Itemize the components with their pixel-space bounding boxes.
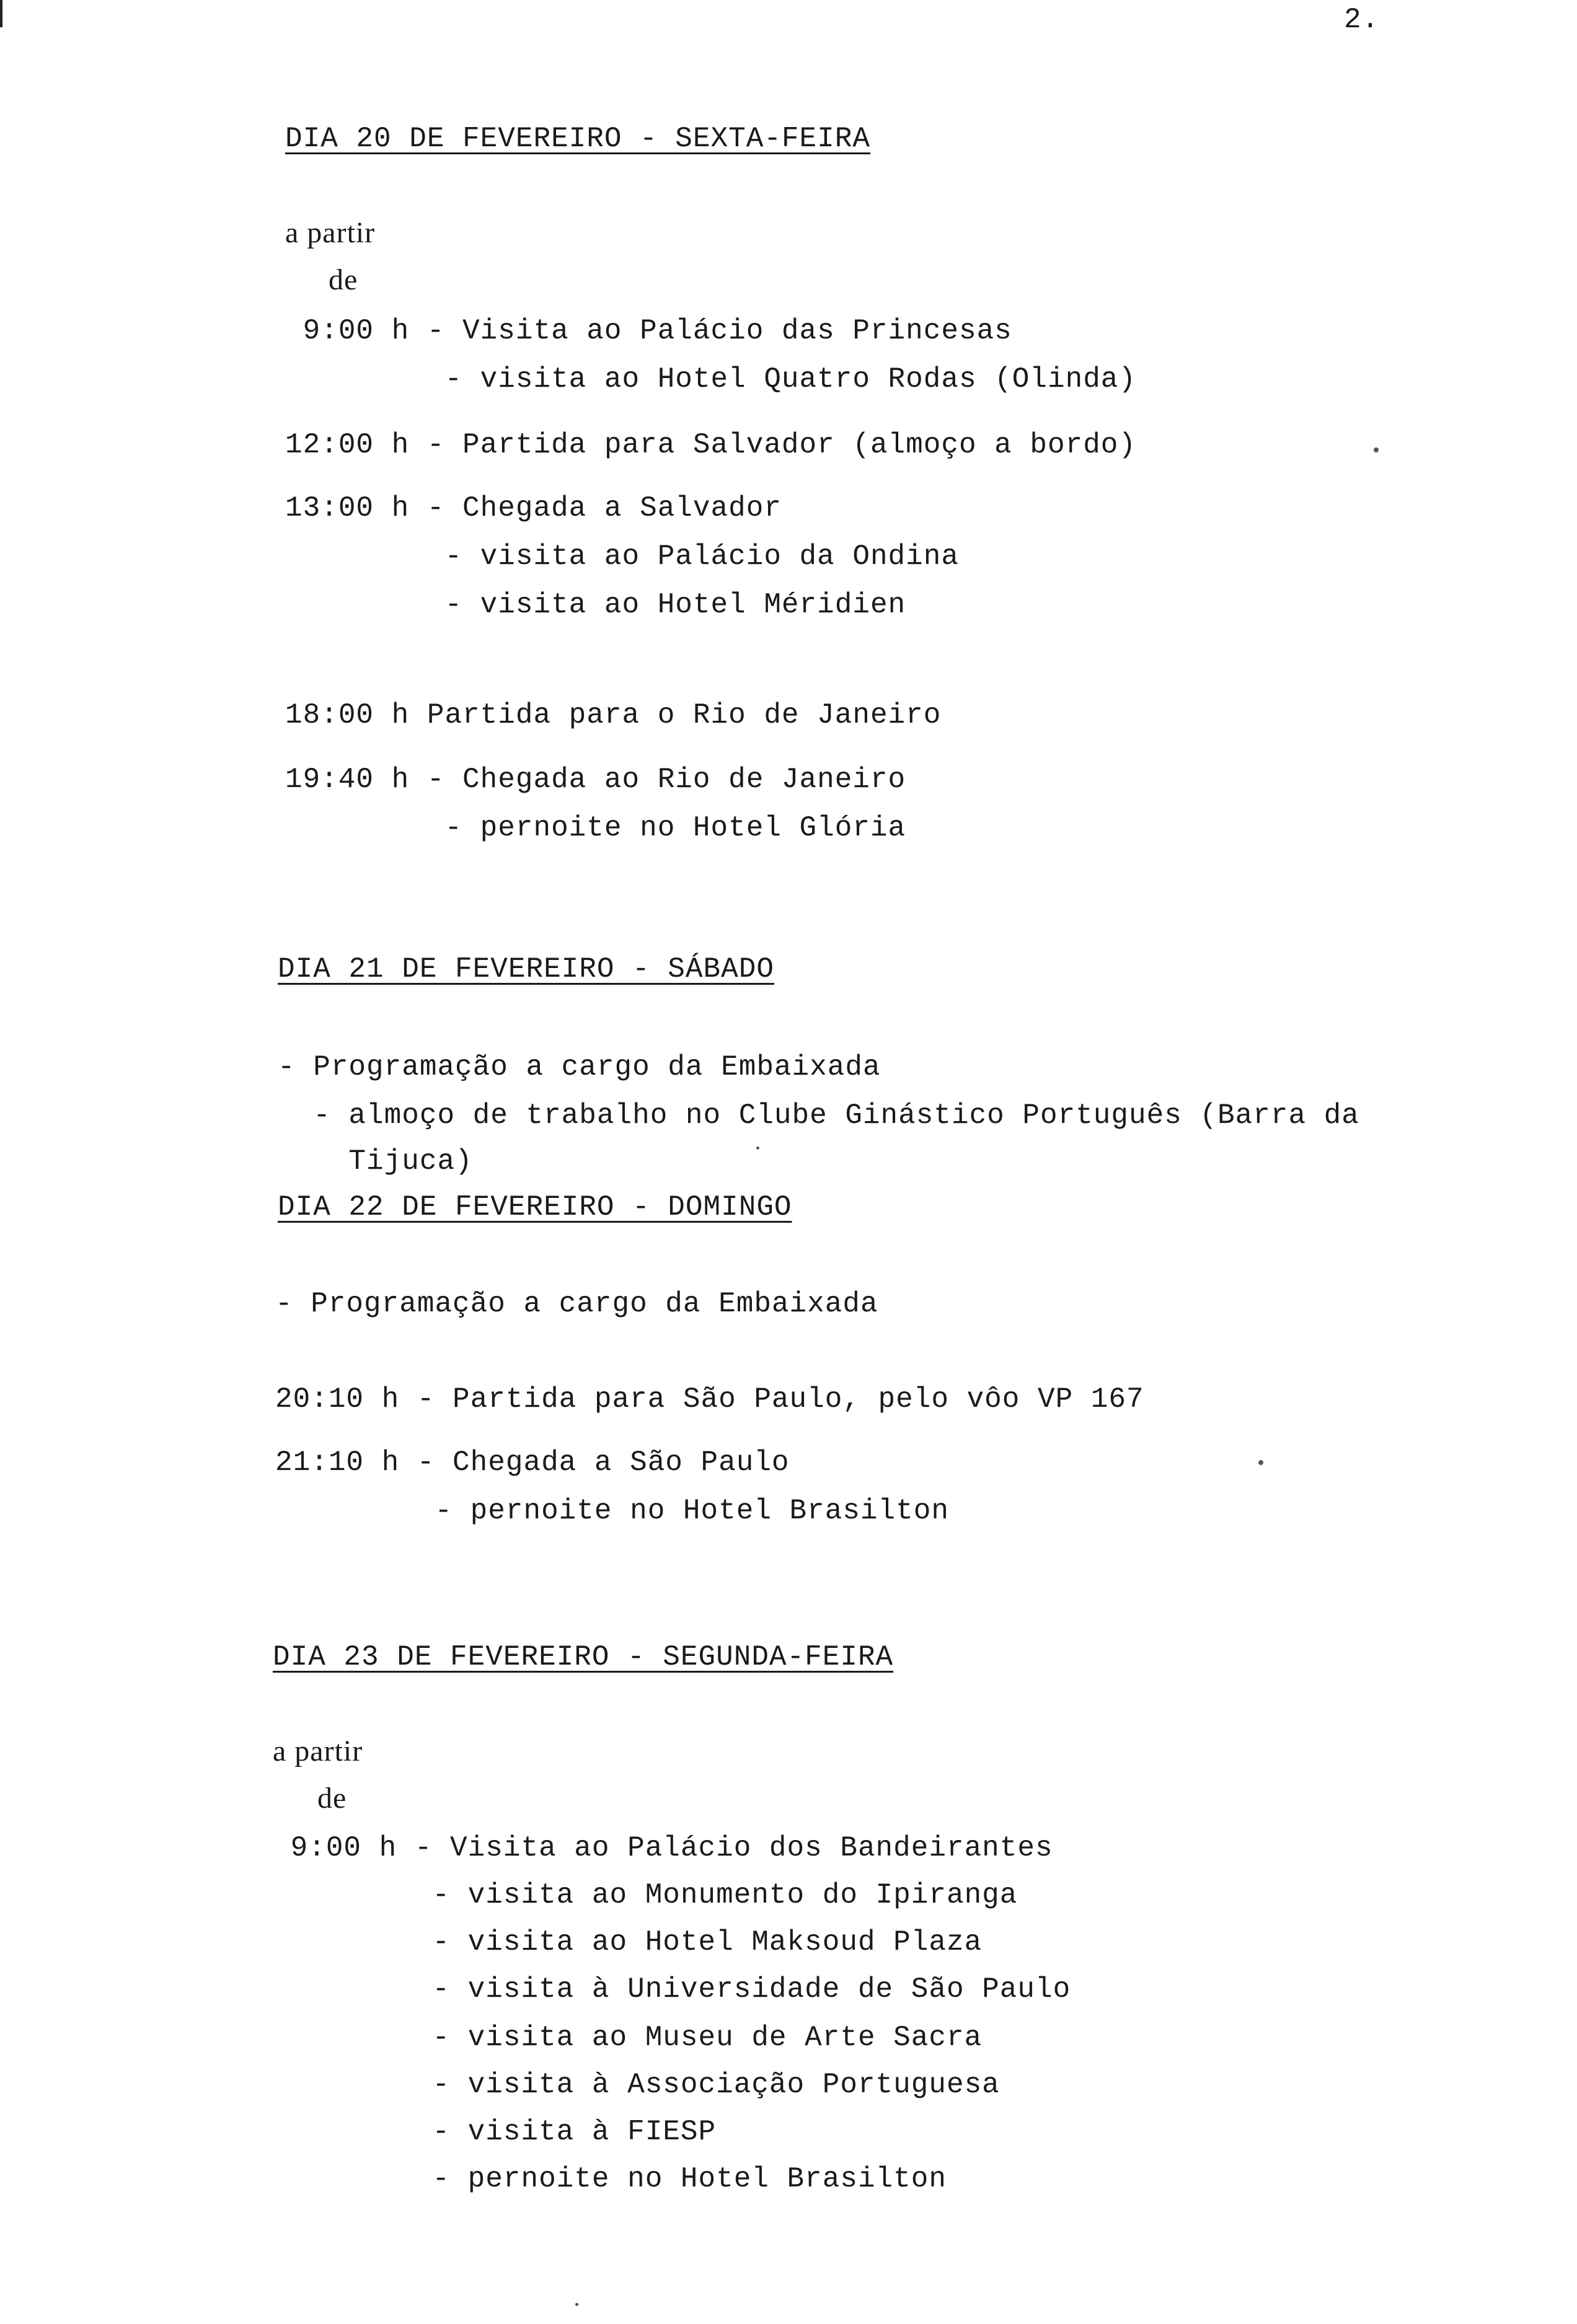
day23-item: - visita ao Monumento do Ipiranga [273,1879,1018,1911]
scan-speck [575,2303,578,2306]
day20-from-a: a partir [285,216,376,249]
day22-time-2010: 20:10 h - Partida para São Paulo, pelo vôo VP 167 [275,1383,1144,1415]
day20-item-ondina: - visita ao Palácio da Ondina [285,540,959,573]
scan-edge-mark [0,0,2,27]
day20-time-1800: 18:00 h Partida para o Rio de Janeiro [285,699,942,731]
day22-program: - Programação a cargo da Embaixada [275,1288,878,1320]
day21-lunch: - almoço de trabalho no Clube Ginástico Português (Barra da [278,1099,1359,1132]
day20-heading: DIA 20 DE FEVEREIRO - SEXTA-FEIRA [285,123,870,155]
day22-item-brasilton: - pernoite no Hotel Brasilton [275,1495,949,1527]
day23-from-b: de [317,1782,347,1815]
day23-heading: DIA 23 DE FEVEREIRO - SEGUNDA-FEIRA [273,1641,894,1673]
day23-item: - visita ao Museu de Arte Sacra [273,2022,983,2054]
day20-item-meridien: - visita ao Hotel Méridien [285,589,906,621]
day22-time-2110: 21:10 h - Chegada a São Paulo [275,1446,790,1479]
day22-heading: DIA 22 DE FEVEREIRO - DOMINGO [278,1191,792,1223]
day23-item: - visita à Universidade de São Paulo [273,1973,1071,2005]
day20-item-gloria: - pernoite no Hotel Glória [285,812,906,844]
day20-from-b: de [329,263,358,296]
day20-time-1200: 12:00 h - Partida para Salvador (almoço a bordo) [285,429,1137,461]
day23-item: - pernoite no Hotel Brasilton [273,2163,947,2195]
day20-time-1300: 13:00 h - Chegada a Salvador [285,492,782,524]
scan-speck [1374,447,1379,452]
day20-time-0900: 9:00 h - Visita ao Palácio das Princesas [285,315,1012,347]
day23-item: - visita ao Hotel Maksoud Plaza [273,1926,983,1958]
day23-item: - visita à FIESP [273,2116,717,2148]
day23-item: - visita à Associação Portuguesa [273,2069,1000,2101]
scan-speck [1258,1460,1263,1465]
day20-item-quatro-rodas: - visita ao Hotel Quatro Rodas (Olinda) [285,363,1137,395]
day23-time-0900: 9:00 h - Visita ao Palácio dos Bandeirantes [273,1832,1053,1864]
day23-from-a: a partir [273,1735,363,1767]
day21-heading: DIA 21 DE FEVEREIRO - SÁBADO [278,953,774,985]
day21-lunch-cont: Tijuca) [278,1145,473,1177]
day21-program: - Programação a cargo da Embaixada [278,1051,881,1083]
page-number: 2. [1344,4,1380,36]
day20-time-1940: 19:40 h - Chegada ao Rio de Janeiro [285,764,906,796]
scan-speck [756,1147,759,1150]
